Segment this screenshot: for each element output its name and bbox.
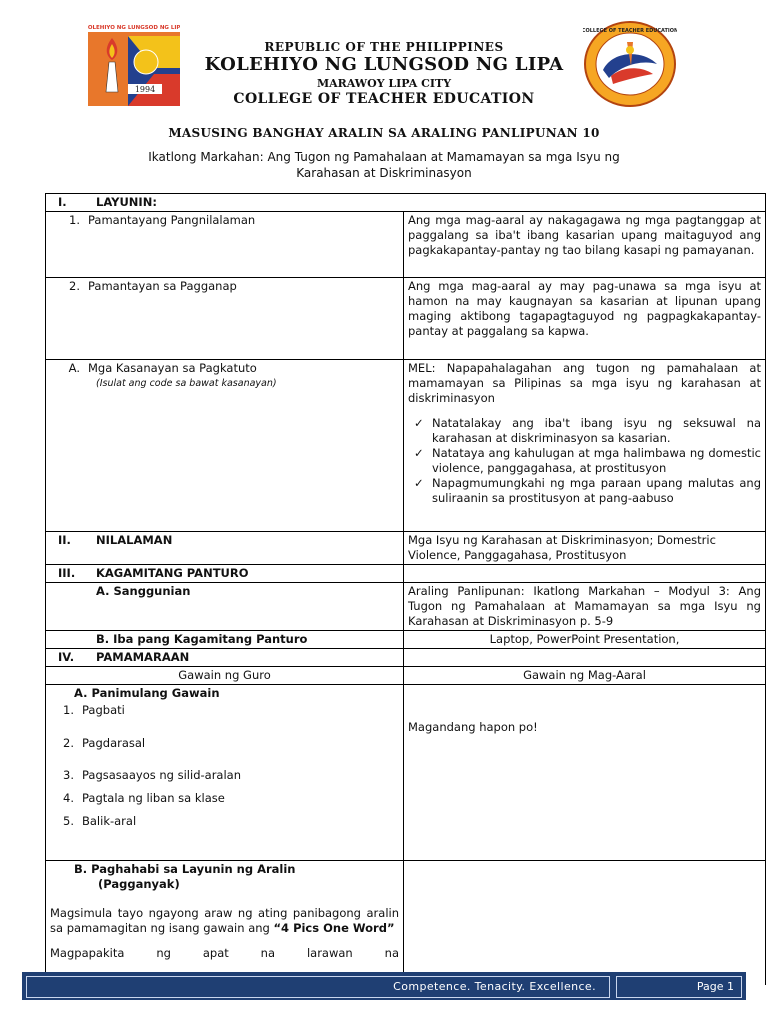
section-heading-nilalaman: NILALAMAN bbox=[96, 533, 173, 547]
table-row bbox=[46, 278, 766, 360]
section-heading-pamamaraan: PAMAMARAAN bbox=[96, 650, 190, 664]
header-department: COLLEGE OF TEACHER EDUCATION bbox=[233, 91, 535, 107]
list-item: 2. Pagdarasal bbox=[63, 736, 146, 750]
row-note: (Isulat ang code sa bawat kasanayan) bbox=[96, 378, 277, 389]
row-content: Ang mga mag-aaral ay nakagagawa ng mga pagtanggap at paggalang sa iba't ibang kasarian upang maitaguyod ang pagkakapantay-pantay ng tao bilang kasapi ng pamayanan. bbox=[404, 212, 766, 278]
row-content: Mga Isyu ng Karahasan at Diskriminasyon; Domestric Violence, Panggagahasa, Prostitusyon bbox=[404, 532, 766, 565]
table-row bbox=[46, 667, 766, 685]
logo-left-text: KOLEHIYO NG LUNGSOD NG LIPA bbox=[88, 25, 180, 31]
logo-left-year: 1994 bbox=[134, 85, 156, 94]
panimulang-gawain-heading: A. Panimulang Gawain bbox=[74, 686, 220, 700]
section-heading-kagamitan: KAGAMITANG PANTURO bbox=[96, 566, 249, 580]
header-republic: REPUBLIC OF THE PHILIPPINES bbox=[264, 40, 504, 54]
document-title: MASUSING BANGHAY ARALIN SA ARALING PANLIPUNAN 10 bbox=[168, 126, 600, 140]
paghahabi-text-2: Magpapakita ng apat na larawan na bbox=[50, 946, 399, 960]
table-row bbox=[46, 212, 766, 278]
page-number: Page 1 bbox=[696, 980, 734, 993]
student-response: Magandang hapon po! bbox=[408, 720, 538, 734]
row-content: Laptop, PowerPoint Presentation, bbox=[404, 631, 766, 649]
college-seal-right bbox=[583, 20, 677, 108]
section-number: III. bbox=[58, 566, 76, 580]
row-label: Pamantayan sa Pagganap bbox=[88, 279, 237, 293]
college-logo-left bbox=[88, 22, 180, 106]
checkmark-icon: ✓ bbox=[414, 476, 424, 490]
table-row bbox=[46, 532, 766, 565]
row-label: Mga Kasanayan sa Pagkatuto bbox=[88, 361, 257, 375]
list-item: ✓ Natataya ang kahulugan at mga halimbawa ng domestic violence, panggagahasa, at prostitusyon bbox=[414, 446, 761, 475]
item-number: 1. bbox=[69, 213, 80, 227]
table-row bbox=[46, 583, 766, 631]
list-item: 5. Balik-aral bbox=[63, 814, 137, 828]
table-row bbox=[46, 649, 766, 667]
section-heading-layunin: LAYUNIN: bbox=[96, 195, 157, 209]
list-item: 1. Pagbati bbox=[63, 703, 125, 717]
section-number: II. bbox=[58, 533, 71, 547]
table-row bbox=[46, 631, 766, 649]
list-item: ✓ Napagmumungkahi ng mga paraan upang malutas ang suliraanin sa prostitusyon at pang-aabuso bbox=[414, 476, 761, 505]
row-content: Ang mga mag-aaral ay may pag-unawa sa mga isyu at hamon na may kaugnayan sa kasarian at lipunan upang maging aktibong tagapagtaguyod ng pagpagkakapantay-pantay at paggalang sa kapwa. bbox=[404, 278, 766, 360]
list-item: 3. Pagsasaayos ng silid-aralan bbox=[63, 768, 242, 782]
document-subtitle: Ikatlong Markahan: Ang Tugon ng Pamahalaan at Mamamayan sa mga Isyu ng Karahasan at Diskriminasyon bbox=[148, 150, 620, 180]
row-label: A. Sanggunian bbox=[96, 584, 191, 598]
checkmark-icon: ✓ bbox=[414, 446, 424, 460]
table-row bbox=[46, 861, 766, 985]
row-content: Araling Panlipunan: Ikatlong Markahan – Modyul 3: Ang Tugon ng Pamahalaan at Mamamayan sa mga Isyu ng Karahasan at Diskriminasyon p. 5-9 bbox=[404, 583, 766, 631]
pagganyak-heading: (Pagganyak) bbox=[98, 877, 180, 891]
lesson-plan-table bbox=[45, 193, 766, 985]
section-number: I. bbox=[58, 195, 67, 209]
column-header-mag-aaral: Gawain ng Mag-Aaral bbox=[404, 667, 766, 685]
list-item: 4. Pagtala ng liban sa klase bbox=[63, 791, 225, 805]
item-number: A. bbox=[68, 361, 80, 375]
row-label: B. Iba pang Kagamitang Panturo bbox=[96, 632, 308, 646]
row-label: Pamantayang Pangnilalaman bbox=[88, 213, 256, 227]
table-row bbox=[46, 194, 766, 212]
table-row bbox=[46, 685, 766, 861]
footer-motto: Competence. Tenacity. Excellence. bbox=[393, 980, 596, 993]
table-row bbox=[46, 565, 766, 583]
list-item: ✓ Natatalakay ang iba't ibang isyu ng seksuwal na karahasan at diskriminasyon sa kasarian. bbox=[414, 416, 761, 445]
item-number: 2. bbox=[69, 279, 80, 293]
section-number: IV. bbox=[58, 650, 75, 664]
page-footer bbox=[22, 972, 746, 1000]
paghahabi-heading: B. Paghahabi sa Layunin ng Aralin bbox=[74, 862, 296, 876]
header-college-name: KOLEHIYO NG LUNGSOD NG LIPA bbox=[204, 54, 564, 75]
header-location: MARAWOY LIPA CITY bbox=[316, 77, 452, 90]
mel-text: MEL: Napapahalagahan ang tugon ng pamahalaan at mamamayan sa Pilipinas sa mga isyu ng karahasan at diskriminasyon bbox=[408, 361, 761, 405]
table-row bbox=[46, 360, 766, 532]
paghahabi-text: Magsimula tayo ngayong araw ng ating panibagong aralin sa pamamagitan ng isang gawain ang “4 Pics One Word” bbox=[50, 906, 399, 935]
logo-right-text: COLLEGE OF TEACHER EDUCATION bbox=[583, 28, 677, 34]
column-header-guro: Gawain ng Guro bbox=[46, 667, 404, 685]
checkmark-icon: ✓ bbox=[414, 416, 424, 430]
